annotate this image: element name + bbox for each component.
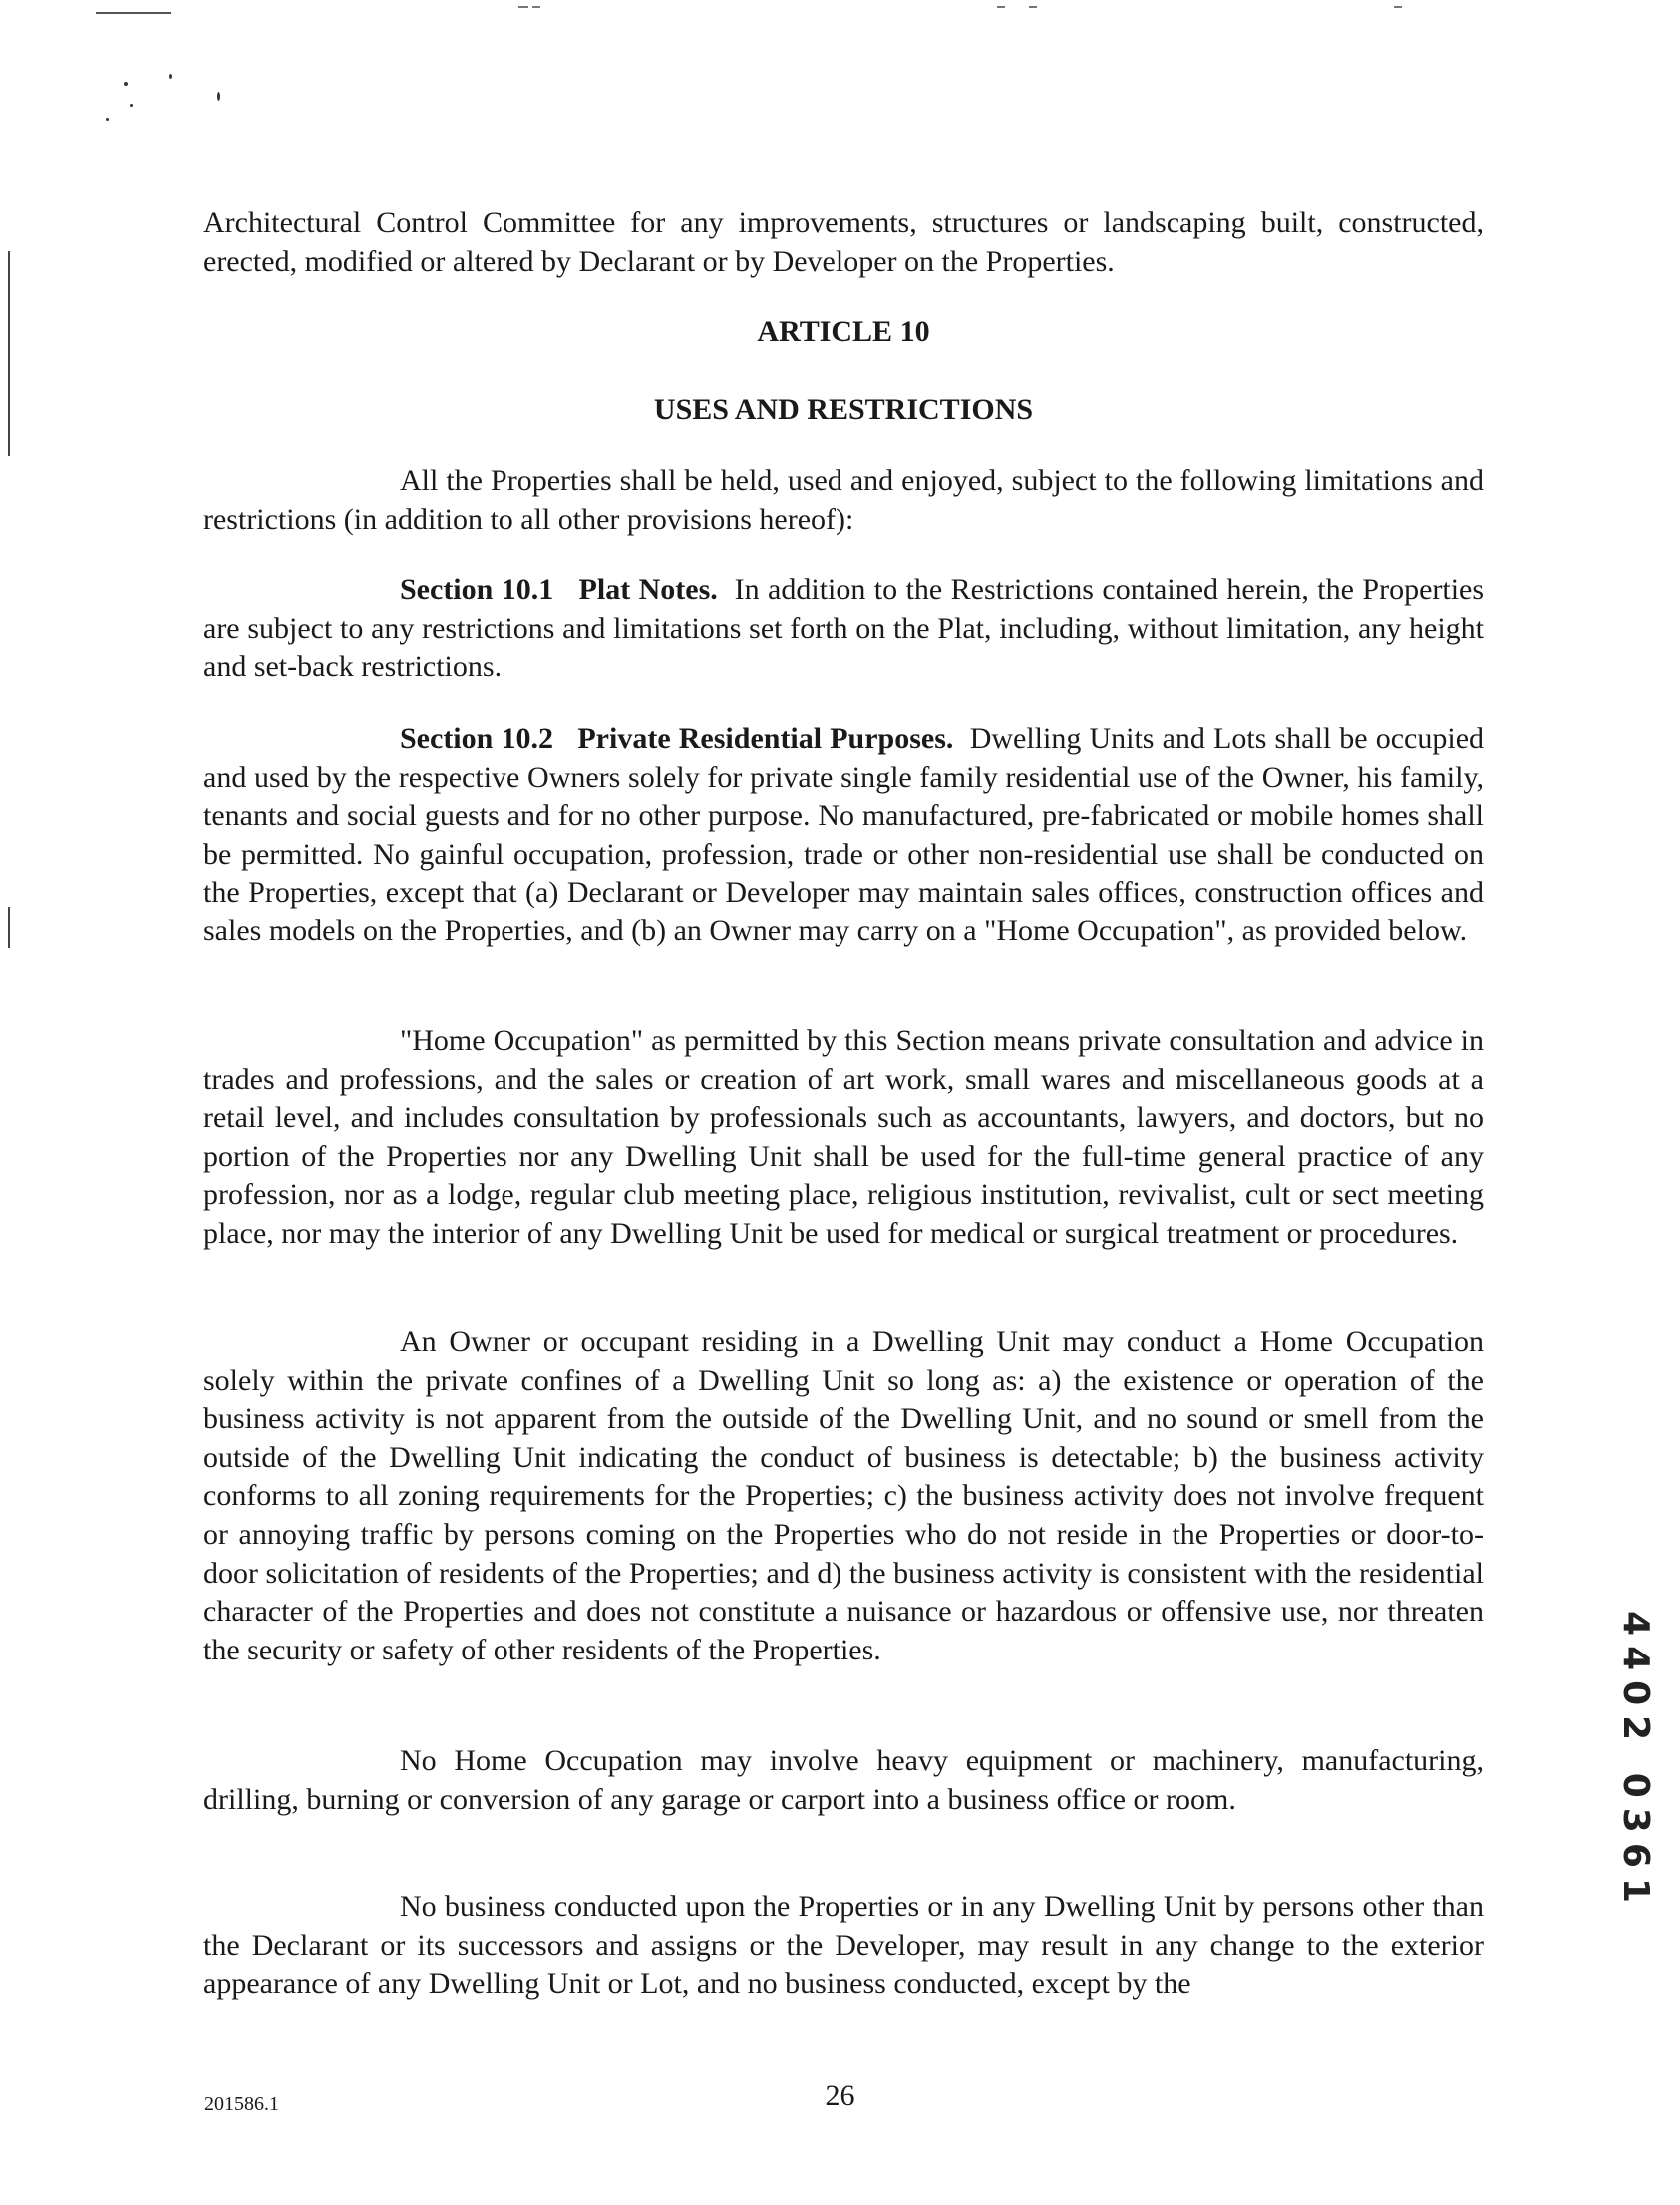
scan-mark (997, 6, 1005, 8)
change-bar (8, 251, 10, 456)
intro-paragraph (203, 462, 1484, 539)
paragraph-text: All the Properties shall be held, used and enjoyed, subject to the following limitations and restrictions (in addition to all other provisions hereof): (203, 464, 1484, 536)
paragraph-text: "Home Occupation" as permitted by this Section means private consultation and advice in trades and professions, and the sales or creation of art work, small wares and miscellaneous goods at a retail level, and includes consultation by professionals such as accountants, lawyers, and doctors, but no portion of the Properties nor any Dwelling Unit shall be used for the full-time general practice of any profession, nor as a lodge, regular club meeting place, religious institution, revivalist, cult or sect meeting place, nor may the interior of any Dwelling Unit be used for medical or surgical treatment or procedures. (203, 1024, 1484, 1250)
scan-top-rule (96, 12, 171, 14)
home-occupation-definition (203, 1022, 1484, 1254)
home-occupation-prohibitions (203, 1742, 1484, 1819)
section-title: Plat Notes. (578, 573, 718, 606)
document-reference: 201586.1 (204, 2093, 279, 2115)
scan-speck (106, 118, 109, 121)
section-10-2 (203, 720, 1484, 951)
section-text: In addition to the Restrictions contained herein, the Properties are subject to any restrictions and limitations set forth on the Plat, including, without limitation, any height and set-back restrictions. (203, 573, 1485, 684)
paragraph-text: No business conducted upon the Properties or in any Dwelling Unit by persons other than the Declarant or its successors and assigns or the Developer, may result in any change to the exterior appearance of any Dwelling Unit or Lot, and no business conducted, except by the (203, 1890, 1484, 2001)
section-text: Dwelling Units and Lots shall be occupied and used by the respective Owners solely for private single family residential use of the Owner, his family, tenants and social guests and for no other purpose. No manufactured, pre-fabricated or mobile homes shall be permitted. No gainful occupation, profession, trade or other non-residential use shall be conducted on the Properties, except that (a) Declarant or Developer may maintain sales offices, construction offices and sales models on the Properties, and (b) an Owner may carry on a "Home Occupation", as provided below. (203, 722, 1485, 947)
continued-paragraph (203, 204, 1484, 281)
page-number: 26 (825, 2079, 855, 2112)
home-occupation-conditions (203, 1323, 1484, 1669)
recording-stamp (1614, 1594, 1656, 1929)
business-appearance-paragraph (203, 1888, 1484, 2004)
article-number: ARTICLE 10 (757, 315, 930, 348)
section-label: Section 10.1 (400, 573, 554, 606)
paragraph-text: Architectural Control Committee for any improvements, structures or landscaping built, constructed, erected, modified or altered by Declarant or by Developer on the Properties. (203, 206, 1484, 278)
section-paragraph (203, 571, 1484, 687)
paragraph-text: An Owner or occupant residing in a Dwelling Unit may conduct a Home Occupation solely within the private confines of a Dwelling Unit so long as: a) the existence or operation of the business activity is not apparent from the outside of the Dwelling Unit, and no sound or smell from the outside of the Dwelling Unit indicating the conduct of business is detectable; b) the business activity conforms to all zoning requirements for the Properties; c) the business activity does not involve frequent or annoying traffic by persons coming on the Properties who do not reside in the Properties or door-to-door solicitation of residents of the Properties; and d) the business activity is consistent with the residential character of the Properties and does not constitute a nuisance or hazardous or offensive use, nor threaten the security or safety of other residents of the Properties. (203, 1325, 1484, 1666)
scan-speck (169, 74, 172, 79)
section-title: Private Residential Purposes. (577, 722, 954, 755)
section-label: Section 10.2 (400, 722, 553, 755)
paragraph-text: No Home Occupation may involve heavy equipment or machinery, manufacturing, drilling, burning or conversion of any garage or carport into a business office or room. (203, 1744, 1484, 1816)
section-10-1 (203, 571, 1484, 687)
scan-mark (1394, 6, 1402, 8)
scan-mark (518, 6, 528, 8)
recording-number: 4402 0361 (1614, 1610, 1656, 1913)
section-paragraph (203, 720, 1484, 951)
change-bar (8, 907, 10, 948)
scan-speck (217, 92, 220, 101)
scan-speck (130, 104, 133, 107)
scan-mark (1029, 6, 1037, 8)
article-title: USES AND RESTRICTIONS (653, 393, 1034, 426)
scan-speck (124, 82, 128, 86)
scan-mark (532, 6, 540, 8)
